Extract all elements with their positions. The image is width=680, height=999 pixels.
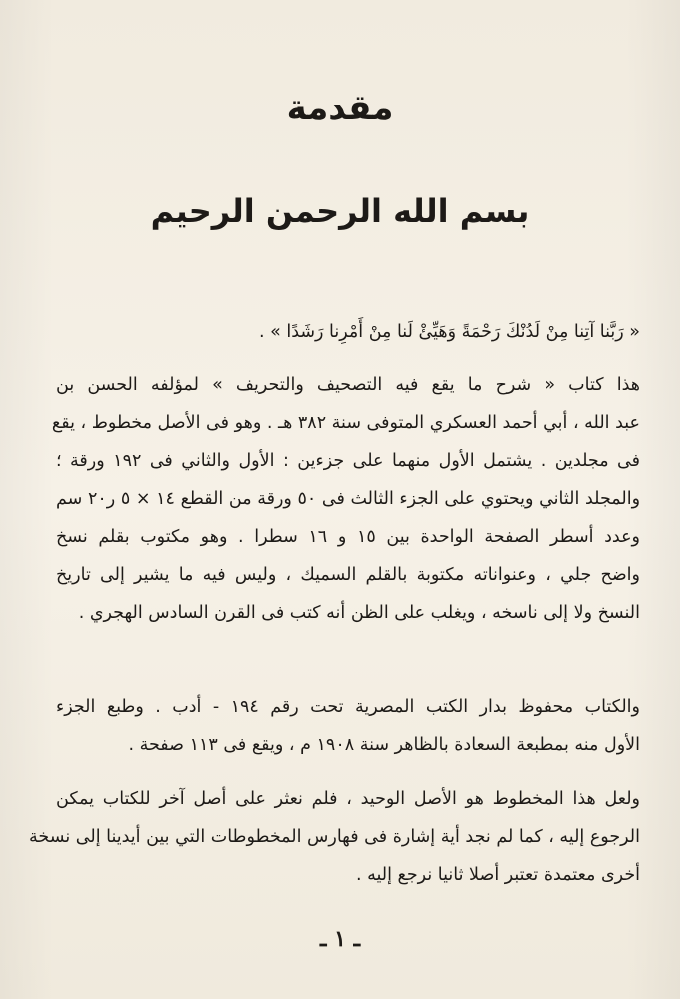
paragraph-line: أخرى معتمدة تعتبر أصلا ثانيا نرجع إليه . [356, 865, 640, 885]
paragraph-line: فى مجلدين . يشتمل الأول منهما على جزءين : الأول والثاني فى ١٩٢ ورقة ؛ [56, 451, 640, 471]
paragraph-line: عبد الله ، أبي أحمد العسكري المتوفى سنة ٣٨٢ هـ . وهو فى الأصل مخطوط ، يقع [51, 413, 640, 433]
paragraph-line: والكتاب محفوظ بدار الكتب المصرية تحت رقم ١٩٤ - أدب . وطبع الجزء [56, 697, 640, 717]
basmala-heading: بسم الله الرحمن الرحيم [150, 192, 530, 230]
paragraph-unique-source [29, 780, 640, 894]
page-number: ـ ١ ـ [319, 926, 361, 952]
paragraph-manuscript-description [51, 366, 641, 632]
paragraph-line: ولعل هذا المخطوط هو الأصل الوحيد ، فلم نعثر على أصل آخر للكتاب يمكن [56, 789, 640, 809]
paragraph-line: هذا كتاب « شرح ما يقع فيه التصحيف والتحريف » لمؤلفه الحسن بن [56, 375, 640, 395]
quranic-verse: « رَبَّنا آتِنا مِنْ لَدُنْكَ رَحْمَةً وَهَيِّئْ لَنا مِنْ أَمْرِنا رَشَدًا » . [258, 322, 640, 342]
paragraph-line: الرجوع إليه ، كما لم نجد أية إشارة فى فهارس المخطوطات التي بين أيدينا إلى نسخة [29, 827, 640, 847]
paragraph-line: وعدد أسطر الصفحة الواحدة بين ١٥ و ١٦ سطرا . وهو مكتوب بقلم نسخ [56, 527, 640, 547]
paragraph-line: واضح جلي ، وعنواناته مكتوبة بالقلم السميك ، وليس فيه ما يشير إلى تاريخ [56, 565, 640, 585]
paragraph-line: النسخ ولا إلى ناسخه ، ويغلب على الظن أنه كتب فى القرن السادس الهجري . [78, 603, 640, 623]
paragraph-library-location [56, 688, 640, 764]
paragraph-line: الأول منه بمطبعة السعادة بالظاهر سنة ١٩٠٨ م ، ويقع فى ١١٣ صفحة . [128, 735, 640, 755]
page-title: مقدمة [286, 88, 394, 128]
paragraph-line: والمجلد الثاني ويحتوي على الجزء الثالث فى ٥٠ ورقة من القطع ١٤ × ٥ ر٢٠ سم [56, 489, 641, 509]
